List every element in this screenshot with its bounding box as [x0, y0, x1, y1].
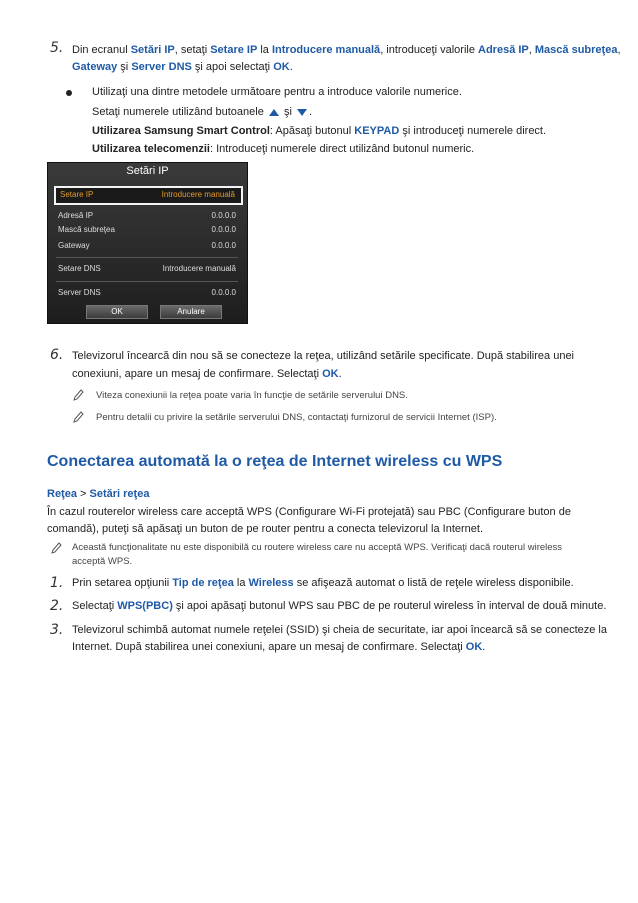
bullet-text: Utilizaţi una dintre metodele următoare pentru a introduce valorile numerice.	[92, 86, 462, 98]
text: şi apoi selectaţi	[191, 61, 274, 73]
row-value: 0.0.0.0	[211, 211, 236, 220]
step-number: 5.	[50, 40, 64, 56]
divider	[56, 281, 238, 282]
step-number: 6.	[50, 347, 64, 363]
bullet-icon	[66, 90, 72, 96]
smart-control-line	[92, 122, 546, 140]
gateway-row[interactable]	[58, 241, 236, 250]
highlight: Setări IP	[130, 44, 175, 56]
step6-line2	[72, 365, 342, 383]
breadcrumb-item[interactable]: Setări reţea	[89, 488, 150, 500]
text: Setaţi numerele utilizând butoanele	[92, 106, 267, 118]
step-number: 3.	[50, 622, 64, 638]
text: : Apăsaţi butonul	[269, 125, 355, 137]
row-label: Gateway	[58, 241, 90, 250]
dns-server-row[interactable]	[58, 288, 236, 297]
note-text: Viteza conexiunii la reţea poate varia în funcţie de setările serverului DNS.	[96, 390, 408, 401]
text: şi introduceţi numerele direct.	[399, 125, 547, 137]
step6-line1: Televizorul încearcă din nou să se conecteze la reţea, utilizând setările specificate. După stabilirea unei	[72, 350, 575, 362]
wps-step3-line2	[72, 638, 485, 656]
setare-ip-row[interactable]	[54, 186, 243, 205]
dns-setting-row[interactable]	[58, 264, 236, 273]
up-arrow-icon	[269, 109, 279, 116]
row-label: Adresă IP	[58, 211, 94, 220]
highlight: OK	[273, 61, 290, 73]
text: ,	[528, 44, 535, 56]
text: .	[289, 61, 293, 73]
text: ,	[617, 44, 621, 56]
step-number: 2.	[50, 598, 64, 614]
row-value: 0.0.0.0	[211, 241, 236, 250]
text: .	[482, 641, 486, 653]
row-label: Mască subreţea	[58, 225, 115, 234]
text: la	[257, 44, 272, 56]
highlight: Tip de reţea	[172, 577, 234, 589]
wps-step3-line1: Televizorul schimbă automat numele reţelei (SSID) şi cheia de securitate, iar apoi încearcă să se conecteze la	[72, 624, 607, 636]
intro-line1: În cazul routerelor wireless care acceptă WPS (Configurare Wi-Fi protejată) sau PBC (Configurare buton de	[47, 506, 571, 518]
highlight: Setare IP	[210, 44, 258, 56]
row-value: 0.0.0.0	[211, 225, 236, 234]
row-label: Server DNS	[58, 288, 101, 297]
text: .	[338, 368, 342, 380]
wps-step1	[72, 574, 574, 592]
text: , introduceţi valorile	[380, 44, 479, 56]
pencil-icon	[50, 541, 62, 555]
label: Utilizarea Samsung Smart Control	[92, 125, 270, 137]
ip-address-row[interactable]	[58, 211, 236, 220]
keypad-label: KEYPAD	[354, 125, 400, 137]
pencil-icon	[72, 388, 84, 402]
step5-line1	[72, 41, 621, 59]
row-value: Introducere manuală	[161, 190, 235, 199]
note-text: Pentru detalii cu privire la setările serverului DNS, contactaţi furnizorul de servicii Internet (ISP).	[96, 412, 497, 423]
text: se afişează automat o listă de reţele wireless disponibile.	[293, 577, 574, 589]
text: Internet. După stabilirea unei conexiuni, apare un mesaj de confirmare. Selectaţi	[72, 641, 466, 653]
highlight: Gateway	[72, 61, 118, 73]
pencil-icon	[72, 410, 84, 424]
cancel-button[interactable]: Anulare	[160, 305, 222, 319]
label: Utilizarea telecomenzii	[92, 143, 210, 155]
breadcrumb-item[interactable]: Reţea	[47, 488, 77, 500]
breadcrumb-separator: >	[76, 488, 90, 500]
highlight: Introducere manuală	[271, 44, 381, 56]
text: conexiuni, apare un mesaj de confirmare. Selectaţi	[72, 368, 323, 380]
highlight: OK	[322, 368, 339, 380]
text: , setaţi	[174, 44, 211, 56]
step-number: 1.	[50, 575, 64, 591]
highlight: WPS(PBC)	[117, 600, 173, 612]
text: .	[308, 106, 313, 118]
buttons-line	[92, 103, 312, 121]
highlight: OK	[465, 641, 483, 653]
subnet-row[interactable]	[58, 225, 236, 234]
highlight: Adresă IP	[478, 44, 529, 56]
wps-step2	[72, 597, 606, 615]
ok-button[interactable]: OK	[86, 305, 148, 319]
remote-line	[92, 140, 474, 158]
row-value: Introducere manuală	[162, 264, 236, 273]
note-line1: Această funcţionalitate nu este disponibilă cu routere wireless care nu acceptă WPS. Verificaţi dacă routerul wireless	[72, 542, 563, 553]
highlight: Server DNS	[131, 61, 192, 73]
row-label: Setare IP	[60, 190, 94, 199]
text: Selectaţi	[72, 600, 118, 612]
text: Prin setarea opţiunii	[72, 577, 173, 589]
text: şi	[280, 106, 295, 118]
text: : Introduceţi numerele direct utilizând butonul numeric.	[210, 143, 475, 155]
dialog-title: Setări IP	[126, 165, 169, 177]
divider	[56, 257, 238, 258]
section-heading: Conectarea automată la o reţea de Internet wireless cu WPS	[47, 453, 503, 470]
row-value: 0.0.0.0	[211, 288, 236, 297]
step5-line2	[72, 58, 293, 76]
text: Din ecranul	[72, 44, 131, 56]
text: şi	[117, 61, 132, 73]
text: la	[233, 577, 249, 589]
ip-settings-dialog	[47, 162, 248, 324]
down-arrow-icon	[297, 109, 307, 116]
highlight: Wireless	[248, 577, 294, 589]
note-line2: acceptă WPS.	[72, 556, 133, 567]
intro-line2: comandă), puteţi să apăsaţi un buton de pe router pentru a conecta televizorul la Internet.	[47, 523, 483, 535]
row-label: Setare DNS	[58, 264, 101, 273]
text: şi apoi apăsaţi butonul WPS sau PBC de pe routerul wireless în interval de două minute.	[172, 600, 607, 612]
breadcrumb	[47, 485, 149, 503]
highlight: Mască subreţea	[534, 44, 618, 56]
